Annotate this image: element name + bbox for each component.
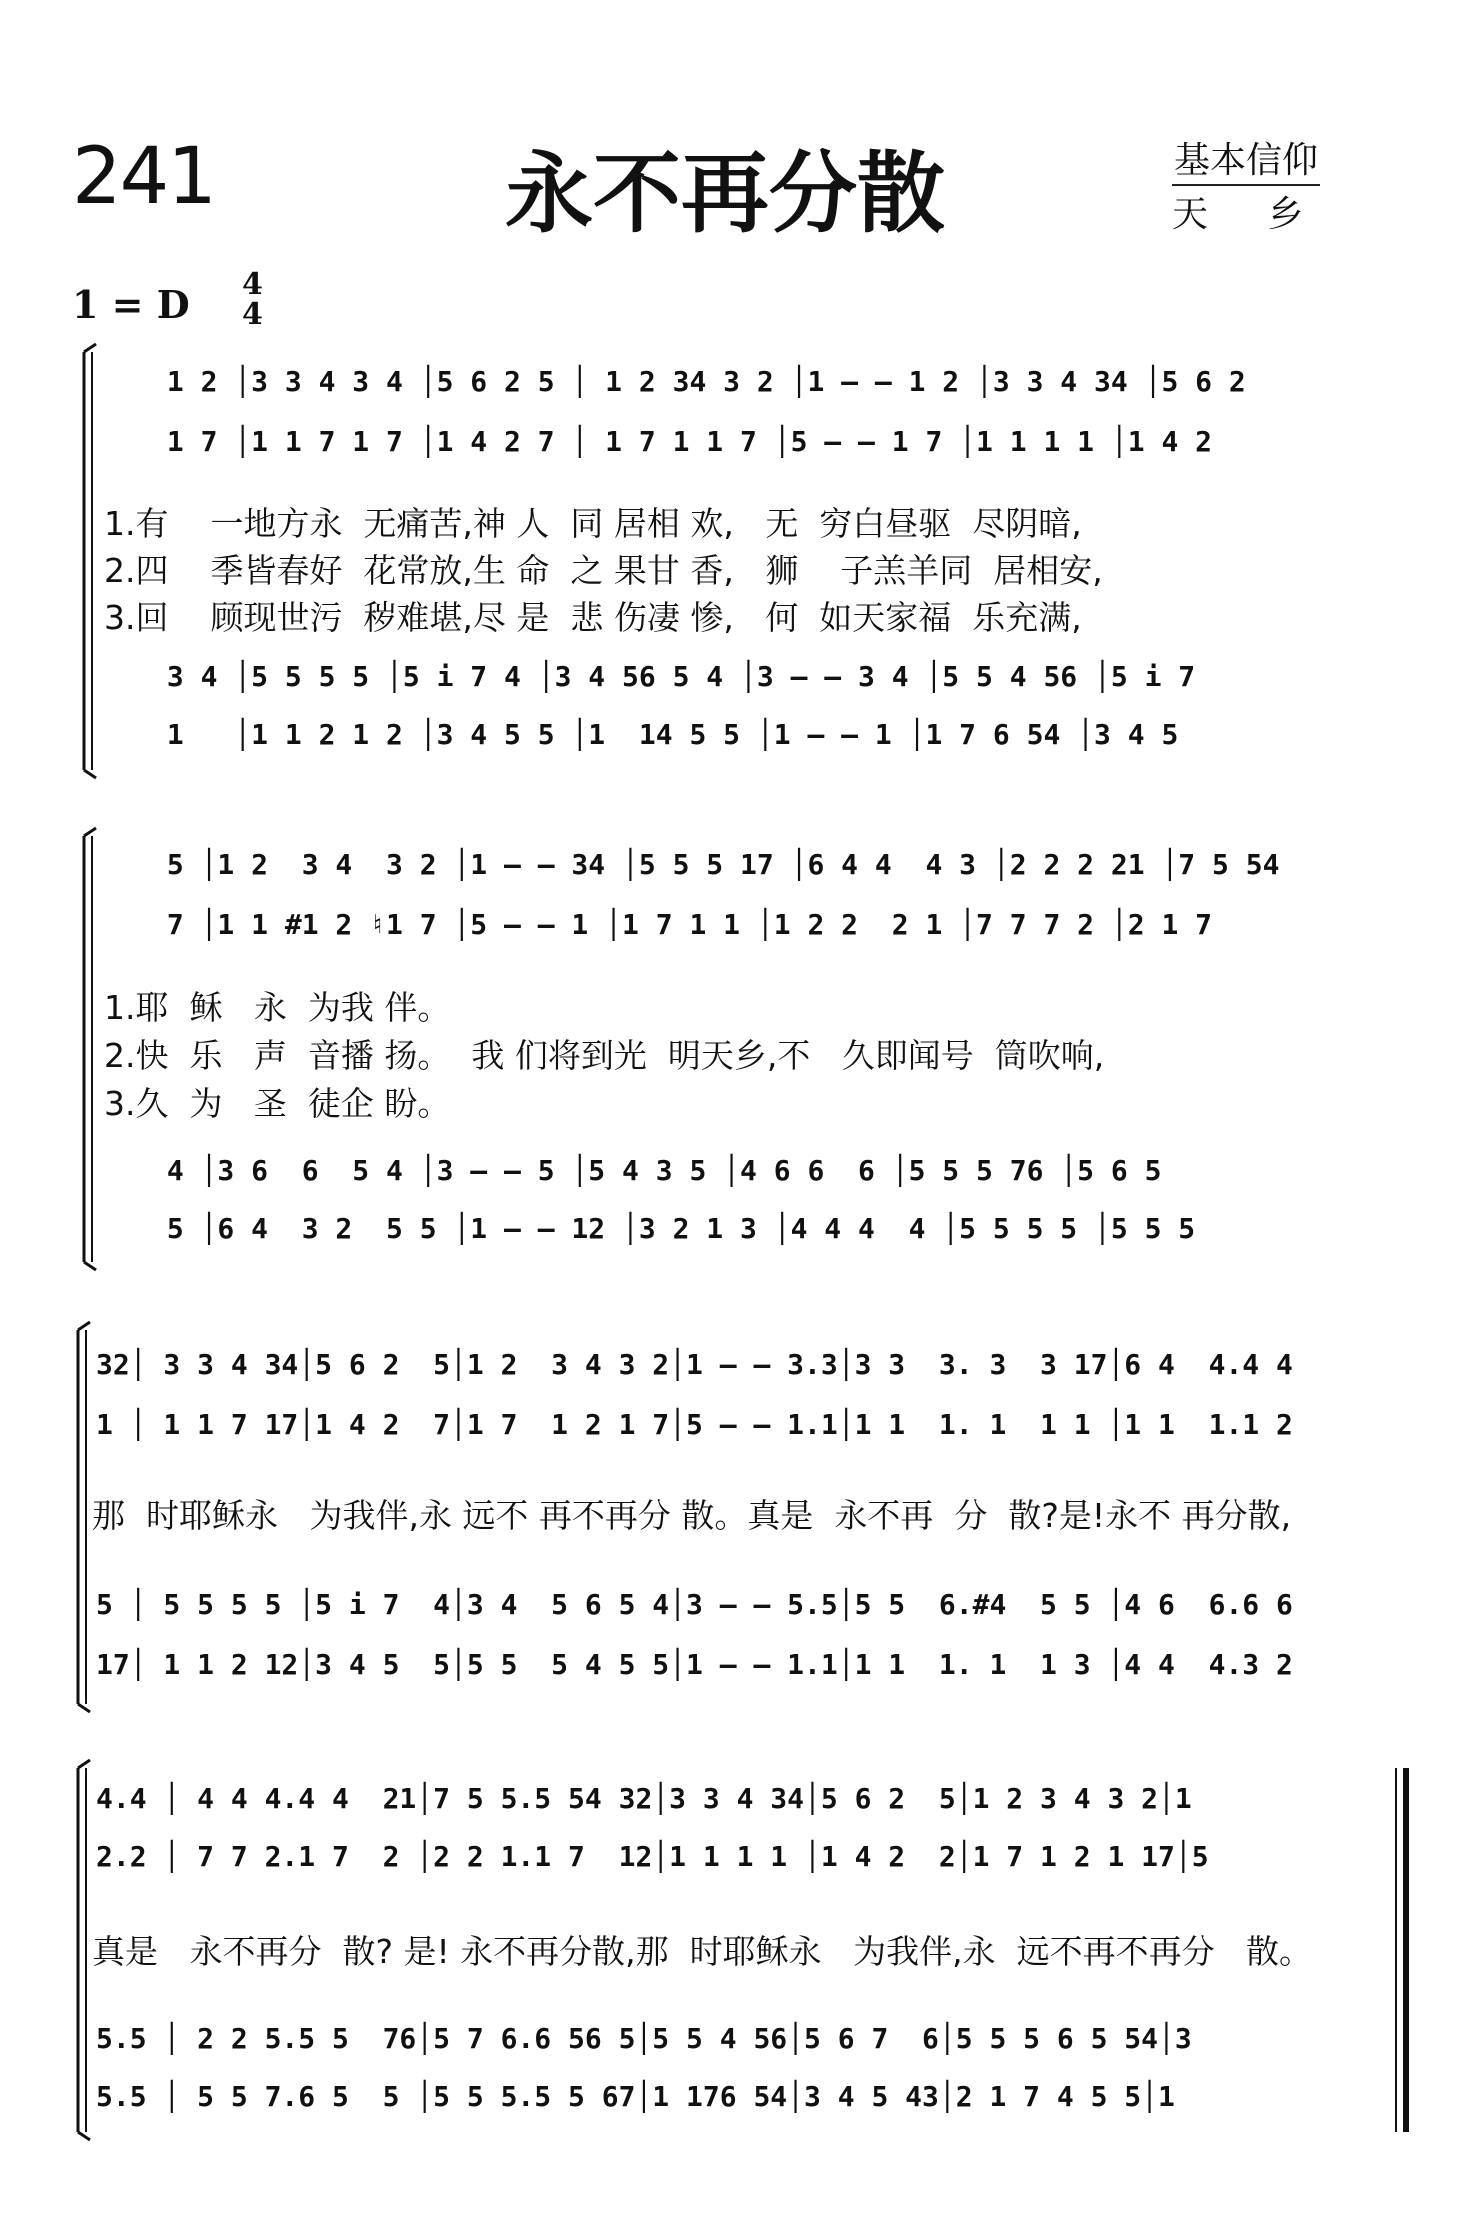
system-2-soprano: 5 │1 2 3 4 3 2 │1 – – 34 │5 5 5 17 │6 4 4 4 3 │2 2 2 21 │7 5 54	[150, 848, 1280, 881]
song-author: 天 乡	[1172, 194, 1304, 235]
system-1-lyric-2: 2.四 季皆春好 花常放,生 命 之 果甘 香, 狮 子羔羊同 居相安,	[104, 551, 1103, 590]
system-2-alto: 7 │1 1 #1 2 ♮1 7 │5 – – 1 │1 7 1 1 │1 2 2 2 1 │7 7 7 2 │2 1 7	[150, 908, 1213, 941]
system-1-lyric-1: 1.有 一地方永 无痛苦,神 人 同 居相 欢, 无 穷白昼驱 尽阴暗,	[104, 504, 1082, 543]
system-1-soprano: 1 2 │3 3 4 3 4 │5 6 2 5 │ 1 2 34 3 2 │1 – – 1 2 │3 3 4 34 │5 6 2	[150, 365, 1246, 398]
system-3-tenor: 5 │ 5 5 5 5 │5 i 7 4│3 4 5 6 5 4│3 – – 5.5│5 5 6.#4 5 5 │4 6 6.6 6	[96, 1588, 1293, 1621]
song-number: 241	[72, 132, 215, 222]
song-title: 永不再分散	[505, 142, 946, 245]
key-signature: 1 = D	[72, 282, 190, 327]
system-4-tenor: 5.5 │ 2 2 5.5 5 76│5 7 6.6 56 5│5 5 4 56│5 6 7 6│5 5 5 6 5 54│3	[96, 2022, 1192, 2055]
system-1-alto: 1 7 │1 1 7 1 7 │1 4 2 7 │ 1 7 1 1 7 │5 – – 1 7 │1 1 1 1 │1 4 2	[150, 425, 1213, 458]
system-3-alto: 1 │ 1 1 7 17│1 4 2 7│1 7 1 2 1 7│5 – – 1.1│1 1 1. 1 1 1 │1 1 1.1 2	[96, 1408, 1293, 1441]
meter-bottom: 4	[242, 297, 263, 332]
system-4-lyric-1: 真是 永不再分 散? 是! 永不再分散,那 时耶稣永 为我伴,永 远不再不再分 散。	[92, 1932, 1313, 1971]
system-3-soprano: 32│ 3 3 4 34│5 6 2 5│1 2 3 4 3 2│1 – – 3.3│3 3 3. 3 3 17│6 4 4.4 4	[96, 1348, 1293, 1381]
system-3-bass: 17│ 1 1 2 12│3 4 5 5│5 5 5 4 5 5│1 – – 1.1│1 1 1. 1 1 3 │4 4 4.3 2	[96, 1648, 1293, 1681]
system-4-alto: 2.2 │ 7 7 2.1 7 2 │2 2 1.1 7 12│1 1 1 1 │1 4 2 2│1 7 1 2 1 17│5	[96, 1840, 1209, 1873]
song-category: 基本信仰	[1172, 138, 1320, 186]
system-1-bass: 1 │1 1 2 1 2 │3 4 5 5 │1 14 5 5 │1 – – 1 │1 7 6 54 │3 4 5	[150, 718, 1179, 751]
meter-top: 4	[242, 267, 263, 302]
system-2-lyric-1: 1.耶 稣 永 为我 伴。	[104, 988, 451, 1027]
system-2-lyric-3: 3.久 为 圣 徒企 盼。	[104, 1084, 451, 1123]
system-4-soprano: 4.4 │ 4 4 4.4 4 21│7 5 5.5 54 32│3 3 4 34│5 6 2 5│1 2 3 4 3 2│1	[96, 1782, 1192, 1815]
system-1-lyric-3: 3.回 顾现世污 秽难堪,尽 是 悲 伤凄 惨, 何 如天家福 乐充满,	[104, 598, 1082, 637]
system-1-tenor: 3 4 │5 5 5 5 │5 i 7 4 │3 4 56 5 4 │3 – – 3 4 │5 5 4 56 │5 i 7	[150, 660, 1196, 693]
system-4-bass: 5.5 │ 5 5 7.6 5 5 │5 5 5.5 5 67│1 176 54│3 4 5 43│2 1 7 4 5 5│1	[96, 2080, 1175, 2113]
system-3-lyric-1: 那 时耶稣永 为我伴,永 远不 再不再分 散。真是 永不再 分 散?是!永不 再分散,	[92, 1496, 1292, 1535]
system-2-lyric-2: 2.快 乐 声 音播 扬。 我 们将到光 明天乡,不 久即闻号 筒吹响,	[104, 1036, 1105, 1075]
system-2-tenor: 4 │3 6 6 5 4 │3 – – 5 │5 4 3 5 │4 6 6 6 │5 5 5 76 │5 6 5	[150, 1154, 1162, 1187]
system-2-bass: 5 │6 4 3 2 5 5 │1 – – 12 │3 2 1 3 │4 4 4 4 │5 5 5 5 │5 5 5	[150, 1212, 1196, 1245]
